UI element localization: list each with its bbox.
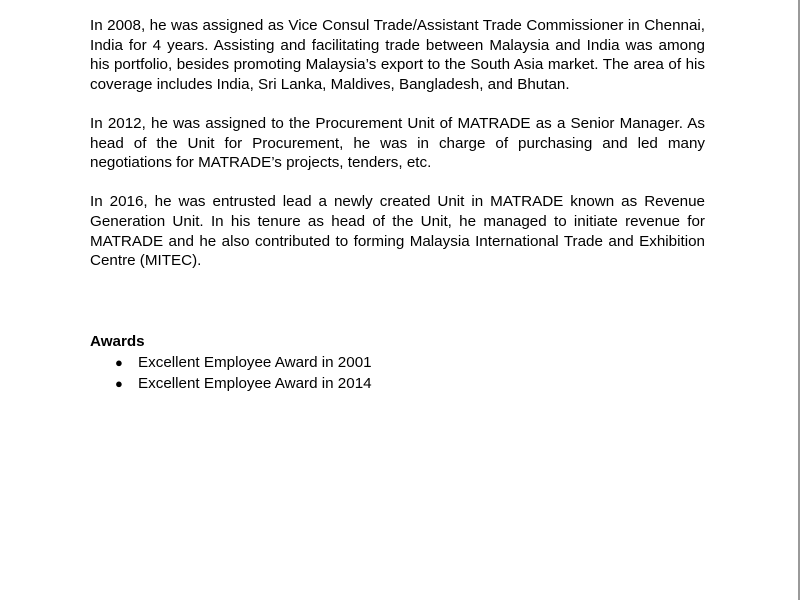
- award-text: Excellent Employee Award in 2014: [138, 375, 372, 392]
- bullet-icon: ●: [115, 376, 123, 391]
- paragraph-2012: In 2012, he was assigned to the Procurement Unit of MATRADE as a Senior Manager. As head of the Unit for Procurement, he was in charge of purchasing and led many negotiations for MATRADE’s projects, tenders, etc.: [90, 114, 705, 172]
- awards-section: [90, 331, 705, 394]
- bullet-icon: ●: [115, 355, 123, 370]
- paragraph-2008: In 2008, he was assigned as Vice Consul Trade/Assistant Trade Commissioner in Chennai, India for 4 years. Assisting and facilitating trade between Malaysia and India was among his portfolio, besides promoting Malaysia’s export to the South Asia market. The area of his coverage includes India, Sri Lanka, Maldives, Bangladesh, and Bhutan.: [90, 17, 705, 93]
- document-body: [90, 16, 705, 290]
- paragraph-2016: In 2016, he was entrusted lead a newly created Unit in MATRADE known as Revenue Generation Unit. In his tenure as head of the Unit, he managed to initiate revenue for MATRADE and he also contributed to forming Malaysia International Trade and Exhibition Centre (MITEC).: [90, 193, 705, 270]
- list-item: [90, 352, 705, 373]
- list-item: [90, 373, 705, 394]
- award-text: Excellent Employee Award in 2001: [138, 354, 372, 371]
- awards-heading: Awards: [90, 333, 145, 350]
- awards-list: [90, 352, 705, 394]
